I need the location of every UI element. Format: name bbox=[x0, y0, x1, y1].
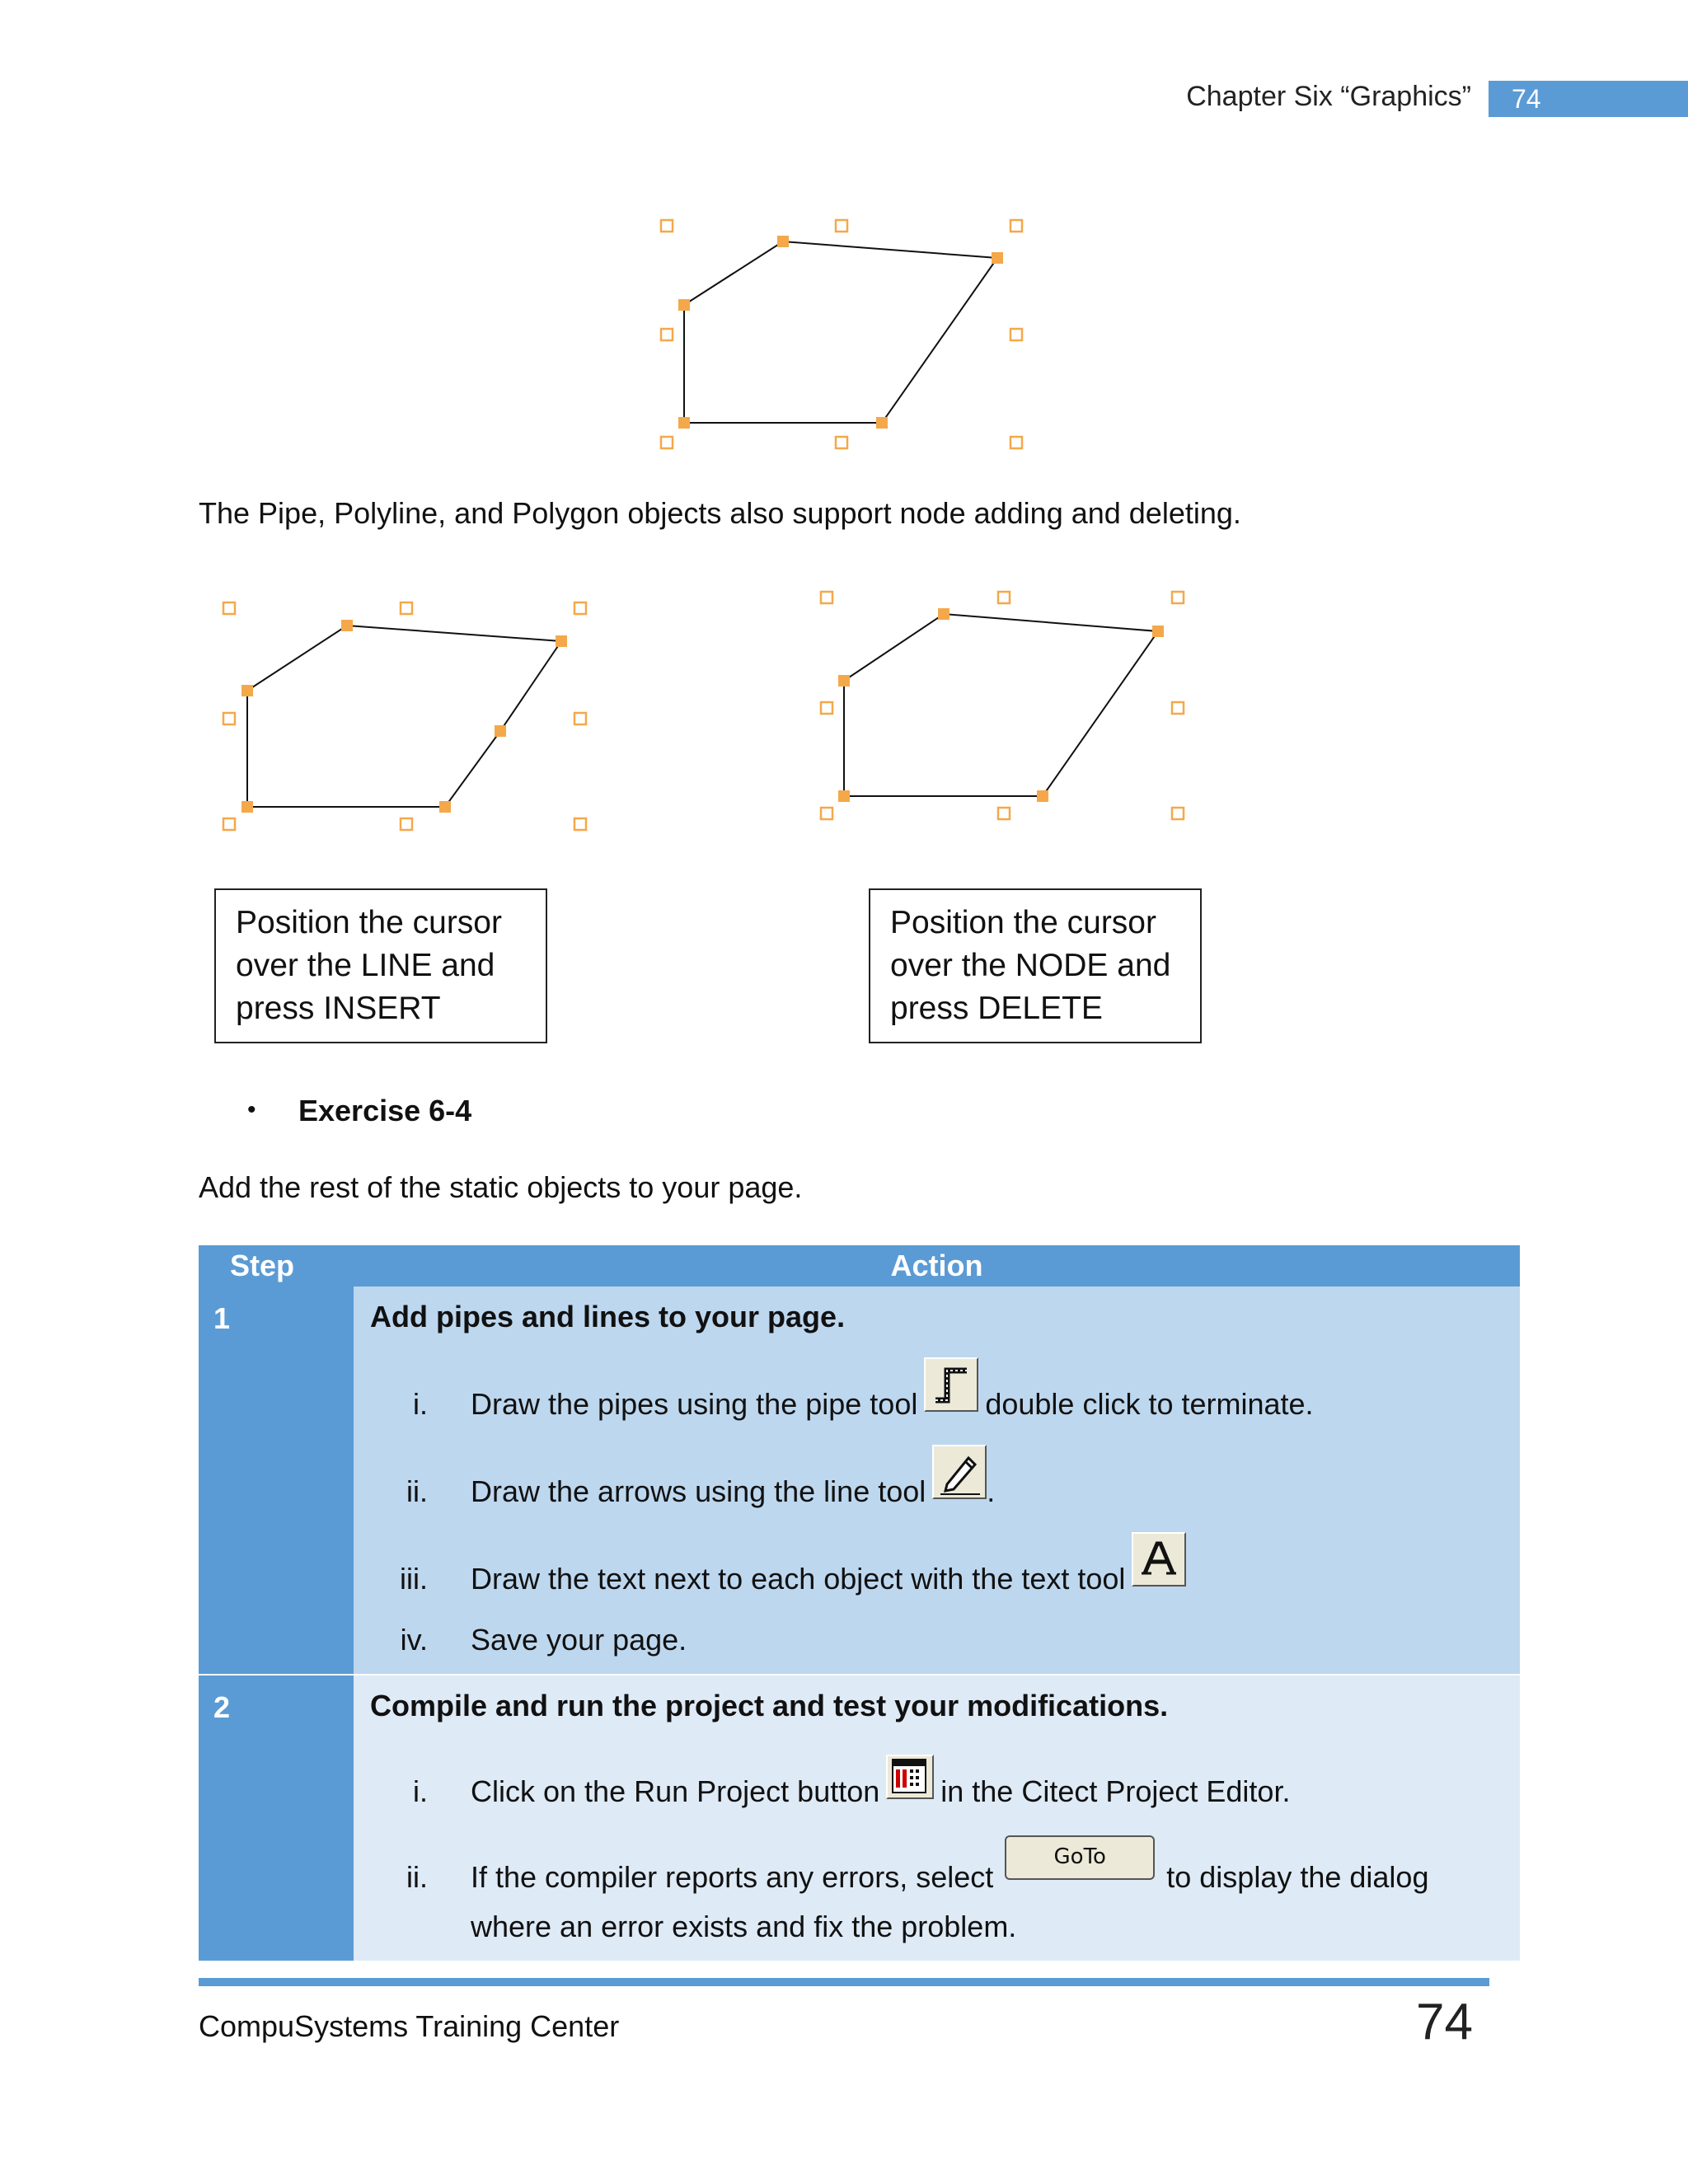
table-row bbox=[199, 1675, 1520, 1961]
item-text: Draw the text next to each object with the text tool bbox=[471, 1562, 1126, 1596]
item-text: If the compiler reports any errors, select bbox=[471, 1860, 994, 1894]
footer-divider bbox=[199, 1978, 1489, 1986]
polygon-delete-figure bbox=[816, 587, 1195, 826]
intro-text: The Pipe, Polyline, and Polygon objects also support node adding and deleting. bbox=[199, 496, 1241, 530]
footer-page-number: 74 bbox=[1416, 1994, 1473, 2050]
item-number: ii. bbox=[406, 1474, 428, 1508]
list-item bbox=[370, 1455, 1503, 1509]
item-number: i. bbox=[413, 1387, 428, 1421]
polygon-selected-figure bbox=[651, 210, 1030, 457]
item-continuation: where an error exists and fix the problem. bbox=[471, 1910, 1017, 1943]
item-text-after: double click to terminate. bbox=[985, 1387, 1314, 1421]
goto-button[interactable]: GoTo bbox=[1005, 1835, 1155, 1880]
item-number: iii. bbox=[400, 1562, 428, 1596]
polygon-insert-figure bbox=[218, 598, 598, 837]
list-item bbox=[370, 1605, 1503, 1657]
item-text-after: in the Citect Project Editor. bbox=[940, 1774, 1291, 1808]
item-text: Click on the Run Project button bbox=[471, 1774, 880, 1808]
insert-callout: Position the cursor over the LINE and press INSERT bbox=[214, 888, 547, 1043]
list-item bbox=[370, 1842, 1503, 1895]
item-text-after: . bbox=[987, 1474, 996, 1508]
pipe-tool-icon[interactable] bbox=[924, 1357, 978, 1412]
item-text: Draw the arrows using the line tool bbox=[471, 1474, 926, 1508]
step-title: Add pipes and lines to your page. bbox=[370, 1300, 846, 1333]
action-cell bbox=[354, 1286, 1520, 1675]
list-item bbox=[370, 1542, 1503, 1596]
line-tool-icon[interactable] bbox=[932, 1445, 987, 1499]
item-text-after: to display the dialog bbox=[1166, 1860, 1429, 1894]
table-header-row bbox=[199, 1245, 1520, 1286]
item-text: Draw the pipes using the pipe tool bbox=[471, 1387, 918, 1421]
action-header: Action bbox=[354, 1245, 1520, 1286]
run-project-icon[interactable] bbox=[886, 1755, 934, 1799]
table-row bbox=[199, 1286, 1520, 1675]
steps-table bbox=[199, 1245, 1520, 1961]
delete-callout: Position the cursor over the NODE and press DELETE bbox=[869, 888, 1202, 1043]
page-badge: 74 bbox=[1489, 81, 1688, 117]
exercise-title: Exercise 6-4 bbox=[298, 1094, 472, 1127]
item-number: ii. bbox=[406, 1860, 428, 1894]
item-number: iv. bbox=[400, 1623, 428, 1657]
list-item bbox=[370, 1367, 1503, 1422]
item-number: i. bbox=[413, 1774, 428, 1808]
item-text: Save your page. bbox=[471, 1623, 687, 1657]
text-tool-icon[interactable] bbox=[1132, 1532, 1186, 1586]
step-number: 1 bbox=[199, 1286, 354, 1675]
step-header: Step bbox=[199, 1245, 354, 1286]
step-title: Compile and run the project and test your modifications. bbox=[370, 1689, 1169, 1722]
exercise-intro: Add the rest of the static objects to your page. bbox=[199, 1170, 803, 1204]
chapter-title: Chapter Six “Graphics” bbox=[1186, 81, 1471, 112]
footer-org: CompuSystems Training Center bbox=[199, 2009, 620, 2043]
step-number: 2 bbox=[199, 1675, 354, 1961]
action-cell bbox=[354, 1675, 1520, 1961]
list-item bbox=[370, 1756, 1503, 1809]
exercise-bullet: • bbox=[247, 1096, 256, 1123]
